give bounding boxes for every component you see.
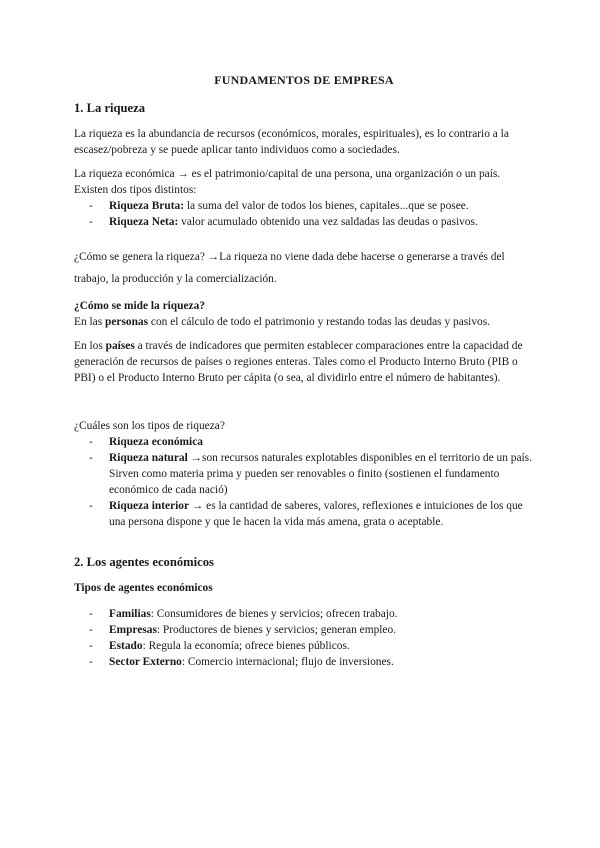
list-item: - Sector Externo: Comercio internacional; flujo de inversiones.: [89, 656, 394, 668]
wealth-kinds-list: [74, 434, 534, 530]
section-heading-riqueza: 1. La riqueza: [74, 101, 146, 115]
agents-list: [74, 606, 534, 670]
list-item: - Estado: Regula la economía; ofrece bienes públicos.: [89, 640, 350, 652]
document-title: FUNDAMENTOS DE EMPRESA: [214, 73, 394, 87]
list-item: - Riqueza natural →son recursos naturales explotables disponibles en el territorio de un país. Sirven como materia prima y pueden ser renovables o finito (sostienen el fundamento económico de cada nació): [89, 452, 532, 496]
paragraph-measure-persons: En las personas con el cálculo de todo el patrimonio y restando todas las deudas y pasivos.: [74, 316, 491, 328]
wealth-types-list: [74, 198, 534, 230]
paragraph-definition: La riqueza es la abundancia de recursos (económicos, morales, espirituales), es lo contrario a la escasez/pobreza y se puede aplicar tanto individuos como a sociedades.: [74, 128, 509, 156]
subheading-measure: ¿Cómo se mide la riqueza?: [74, 300, 205, 312]
document-page: [74, 72, 534, 670]
list-item: - Riqueza Neta: valor acumulado obtenido una vez saldadas las deudas o pasivos.: [89, 216, 478, 228]
paragraph-generation: ¿Cómo se genera la riqueza? →La riqueza no viene dada debe hacerse o generarse a través del trabajo, la producción y la comercialización.: [74, 251, 505, 285]
subheading-agent-types: Tipos de agentes económicos: [74, 582, 213, 594]
list-item: - Riqueza económica: [89, 436, 203, 448]
list-item: - Familias: Consumidores de bienes y servicios; ofrecen trabajo.: [89, 608, 398, 620]
list-item: - Riqueza Bruta: la suma del valor de todos los bienes, capitales...que se posee.: [89, 200, 469, 212]
paragraph-economic-wealth: La riqueza económica → es el patrimonio/capital de una persona, una organización o un país. Existen dos tipos distintos:: [74, 168, 501, 196]
list-item: - Empresas: Productores de bienes y servicios; generan empleo.: [89, 624, 397, 636]
list-item: - Riqueza interior → es la cantidad de saberes, valores, reflexiones e intuiciones de los que una persona dispone y que le hacen la vida más amena, grata o aceptable.: [89, 500, 523, 528]
section-heading-agentes: 2. Los agentes económicos: [74, 555, 214, 569]
paragraph-measure-countries: En los países a través de indicadores que permiten establecer comparaciones entre la capacidad de generación de recursos de países o regiones enteras. Tales como el Producto Interno Bruto (PIB o PBI) o el Producto Interno Bruto per cápita (o sea, al dividirlo entre el número de habitantes).: [74, 340, 523, 384]
paragraph-kinds-question: ¿Cuáles son los tipos de riqueza?: [74, 420, 225, 432]
